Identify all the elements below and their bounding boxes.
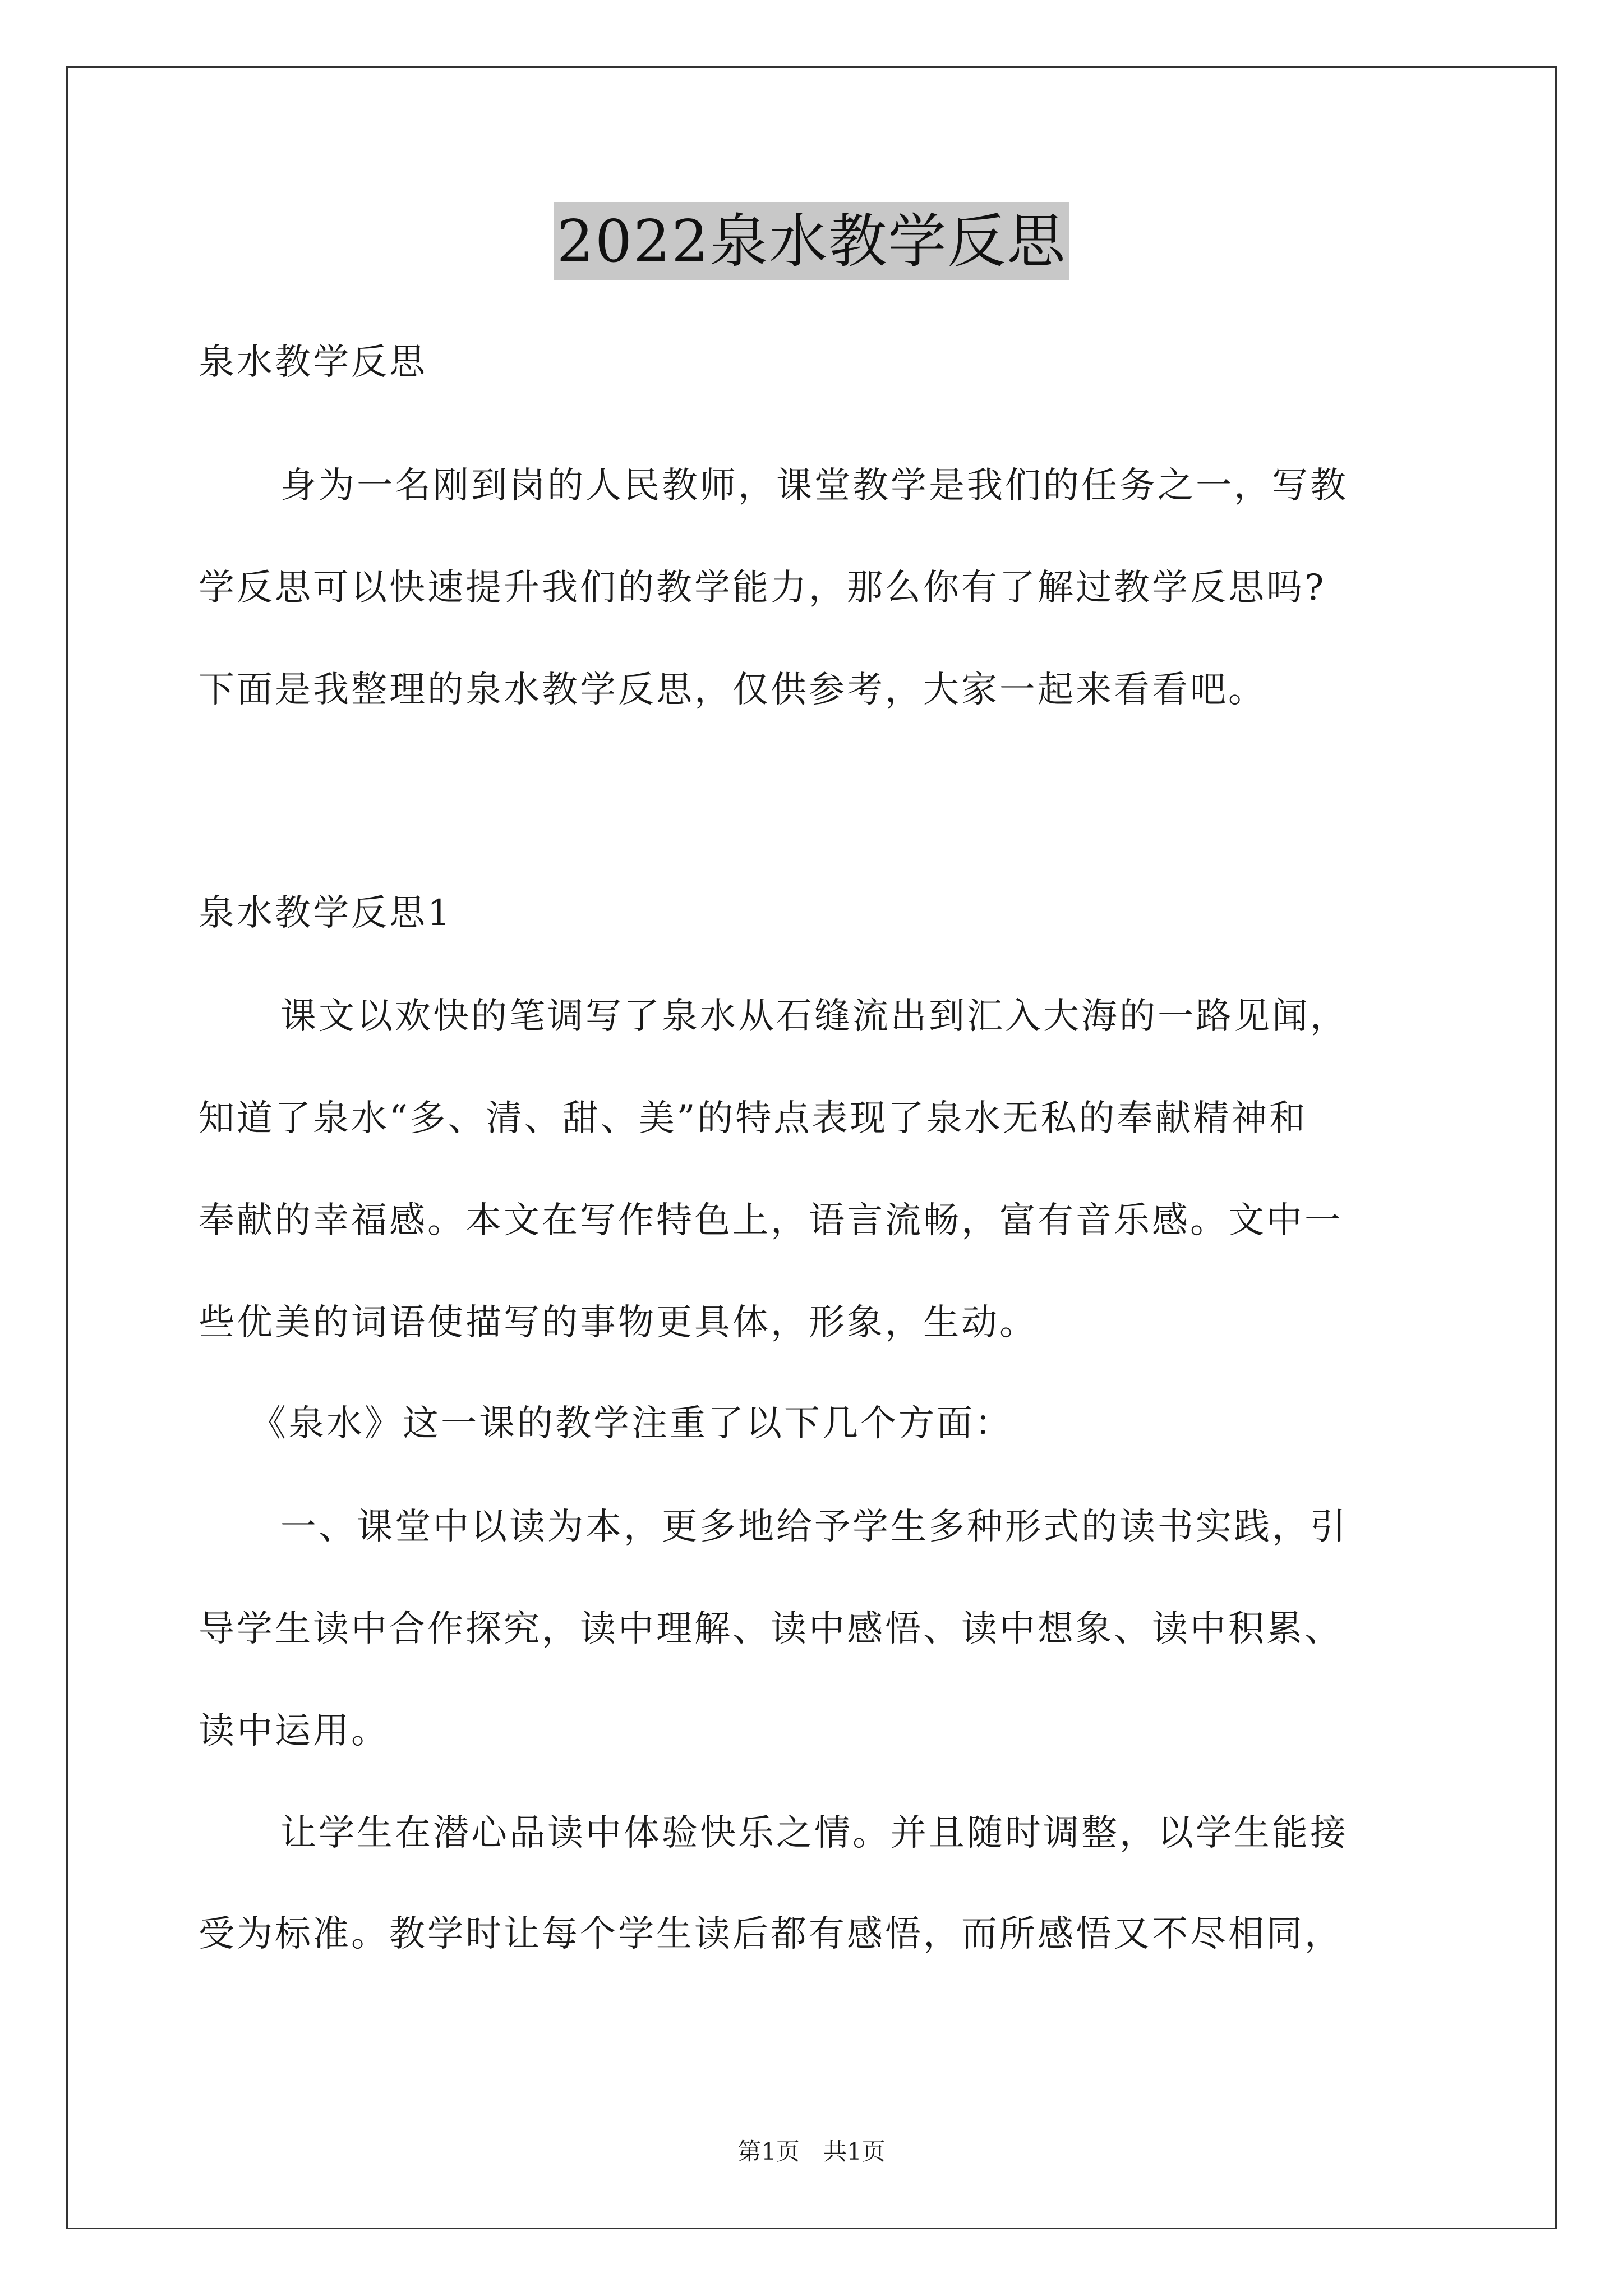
- section-heading-intro: 泉水教学反思: [199, 342, 427, 383]
- paragraph-line: 身为一名刚到岗的人民教师，课堂教学是我们的任务之一，写教: [280, 465, 1348, 507]
- paragraph-line: 些优美的词语使描写的事物更具体，形象，生动。: [199, 1302, 1038, 1343]
- paragraph-line: 奉献的幸福感。本文在写作特色上，语言流畅，富有音乐感。文中一: [199, 1200, 1343, 1241]
- paragraph-line: 课文以欢快的笔调写了泉水从石缝流出到汇入大海的一路见闻，: [280, 996, 1348, 1037]
- document-title: 2022泉水教学反思: [554, 202, 1070, 280]
- page-border: [66, 66, 1557, 2229]
- title-container: [0, 202, 1623, 280]
- paragraph-line: 一、课堂中以读为本，更多地给予学生多种形式的读书实践，引: [280, 1506, 1348, 1548]
- page-footer: 第1页 共1页: [737, 2138, 886, 2165]
- section-heading-1: 泉水教学反思1: [199, 892, 453, 934]
- paragraph-line: 知道了泉水“多、清、甜、美”的特点表现了泉水无私的奉献精神和: [199, 1098, 1308, 1139]
- paragraph-line: 让学生在潜心品读中体验快乐之情。并且随时调整，以学生能接: [280, 1812, 1348, 1854]
- paragraph-line: 导学生读中合作探究，读中理解、读中感悟、读中想象、读中积累、: [199, 1608, 1343, 1650]
- paragraph-line: 读中运用。: [199, 1710, 389, 1752]
- paragraph-line: 下面是我整理的泉水教学反思，仅供参考，大家一起来看看吧。: [199, 669, 1266, 711]
- paragraph-line: 学反思可以快速提升我们的教学能力，那么你有了解过教学反思吗?: [199, 567, 1326, 609]
- paragraph-line: 受为标准。教学时让每个学生读后都有感悟，而所感悟又不尽相同，: [199, 1913, 1343, 1955]
- paragraph-line: 《泉水》这一课的教学注重了以下几个方面：: [250, 1403, 1013, 1444]
